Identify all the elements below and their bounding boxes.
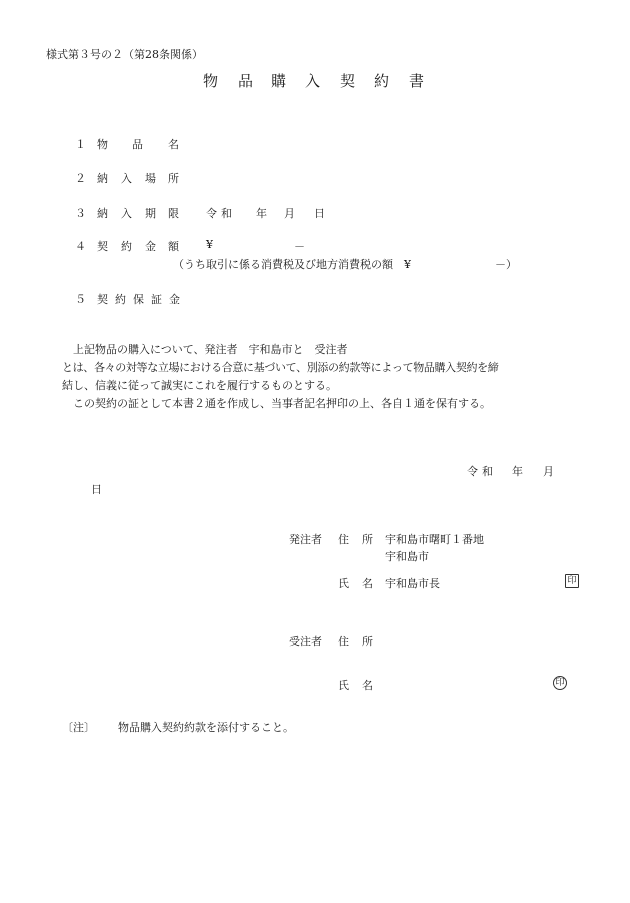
- orderer-address: 宇和島市曙町１番地: [385, 533, 484, 546]
- item-number: ４: [75, 240, 86, 253]
- item-number: １: [75, 138, 86, 151]
- item-number: ３: [75, 207, 86, 220]
- label-char: 所: [168, 172, 179, 185]
- title-char: 契: [340, 72, 356, 90]
- title-char: 物: [203, 72, 219, 90]
- address-label-char: 住: [338, 635, 349, 648]
- amount-dash: －: [294, 240, 305, 253]
- tax-note-end: －）: [495, 258, 517, 271]
- orderer-name: 宇和島市長: [385, 577, 440, 590]
- label-char: 金: [169, 293, 180, 306]
- body-line: とは、各々の対等な立場における合意に基づいて、別添の約款等によって物品購入契約を締: [62, 361, 499, 374]
- label-char: 期: [145, 207, 156, 220]
- label-char: 金: [145, 240, 156, 253]
- note-text: 物品購入契約約款を添付すること。: [118, 721, 294, 734]
- name-label-char: 氏: [338, 679, 349, 692]
- address-label-char: 所: [362, 533, 373, 546]
- orderer-role: 発注者: [289, 533, 322, 546]
- body-line: 上記物品の購入について、発注者 宇和島市と 受注者: [73, 343, 348, 356]
- title-char: 品: [238, 72, 254, 90]
- label-char: 場: [145, 172, 156, 185]
- label-char: 納: [97, 172, 108, 185]
- label-char: 物: [97, 138, 108, 151]
- year-label: 年: [256, 207, 267, 220]
- label-char: 入: [121, 207, 132, 220]
- address-label-char: 住: [338, 533, 349, 546]
- month-label: 月: [543, 465, 554, 478]
- title-char: 約: [374, 72, 390, 90]
- label-char: 名: [168, 138, 179, 151]
- label-char: 納: [97, 207, 108, 220]
- title-char: 購: [271, 72, 287, 90]
- label-char: 契: [97, 240, 108, 253]
- address-label-char: 所: [362, 635, 373, 648]
- name-label-char: 名: [362, 577, 373, 590]
- orderer-address-city: 宇和島市: [385, 550, 429, 563]
- era-label: 令和: [206, 207, 236, 220]
- name-label-char: 氏: [338, 577, 349, 590]
- label-char: 品: [132, 138, 143, 151]
- label-char: 約: [115, 293, 126, 306]
- label-char: 入: [121, 172, 132, 185]
- day-label: 日: [91, 483, 102, 496]
- year-label: 年: [512, 465, 523, 478]
- month-label: 月: [284, 207, 295, 220]
- era-label: 令和: [467, 465, 497, 478]
- item-number: ５: [75, 293, 86, 306]
- body-line: 結し、信義に従って誠実にこれを履行するものとする。: [62, 379, 337, 392]
- day-label: 日: [314, 207, 325, 220]
- yen-sign: ¥: [206, 238, 213, 251]
- label-char: 証: [151, 293, 162, 306]
- contractor-role: 受注者: [289, 635, 322, 648]
- body-line: この契約の証として本書２通を作成し、当事者記名押印の上、各自１通を保有する。: [73, 397, 491, 410]
- tax-note: （うち取引に係る消費税及び地方消費税の額 ¥: [173, 258, 411, 271]
- label-char: 契: [97, 293, 108, 306]
- item-number: ２: [75, 172, 86, 185]
- form-number: 様式第３号の２（第28条関係）: [46, 48, 203, 61]
- seal-mark-square: 印: [565, 574, 579, 588]
- name-label-char: 名: [362, 679, 373, 692]
- label-char: 保: [133, 293, 144, 306]
- title-char: 入: [305, 72, 321, 90]
- note-bracket: 〔注〕: [62, 721, 95, 734]
- seal-mark-round: 印: [553, 676, 567, 690]
- label-char: 限: [168, 207, 179, 220]
- title-char: 書: [409, 72, 425, 90]
- label-char: 約: [121, 240, 132, 253]
- label-char: 額: [168, 240, 179, 253]
